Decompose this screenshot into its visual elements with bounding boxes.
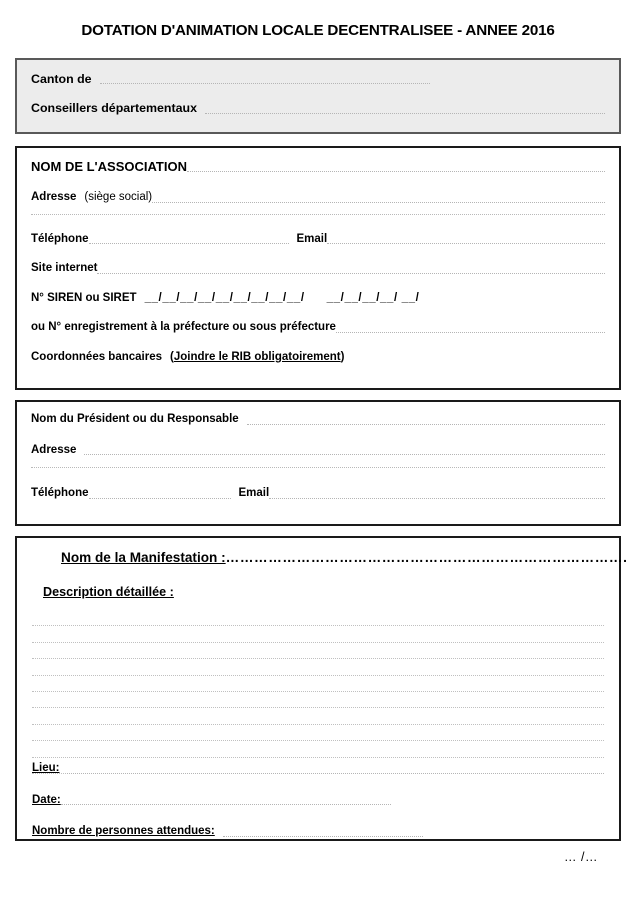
field-siren-siret[interactable] [31,293,605,305]
association-telephone-input-leader[interactable] [89,240,289,244]
nom-president-label: Nom du Président ou du Responsable [31,413,239,425]
siren-boxes-group-1[interactable]: __/__/__/__/__/__/__/__/__/ [144,291,305,304]
association-email-input-leader[interactable] [327,240,605,244]
date-label: Date: [32,793,61,806]
siren-siret-label: N° SIREN ou SIRET [31,291,137,304]
president-telephone-label: Téléphone [31,487,89,499]
field-association-telephone-email[interactable] [31,234,605,246]
field-canton-de[interactable] [31,73,605,85]
description-line[interactable] [32,626,604,642]
field-prefecture-enregistrement[interactable] [31,322,605,334]
president-email-input-leader[interactable] [269,495,605,499]
prefecture-enregistrement-label: ou N° enregistrement à la préfecture ou sous préfecture [31,321,336,333]
nom-manifestation-label: Nom de la Manifestation : [61,550,226,565]
nom-association-input-leader[interactable] [187,168,605,172]
field-site-internet[interactable] [31,263,605,275]
coordonnees-bancaires-label: Coordonnées bancaires [31,350,163,363]
field-nom-manifestation[interactable] [61,550,627,565]
president-telephone-input-leader[interactable] [89,495,231,499]
bank-note-rib: Joindre le RIB obligatoirement [173,350,341,363]
field-conseillers-departementaux[interactable] [31,102,605,114]
association-email-label: Email [296,232,328,245]
association-adresse-note: (siège social) [84,191,153,203]
association-telephone-label: Téléphone [31,232,89,245]
president-adresse-input-leader[interactable] [84,451,605,455]
field-nom-president[interactable] [31,414,605,426]
president-adresse-label: Adresse [31,443,77,456]
lieu-input-leader[interactable] [67,770,604,774]
nom-president-input-leader[interactable] [247,421,605,425]
canton-de-input-leader[interactable] [100,80,430,84]
description-detaillee-label: Description détaillée : [43,585,174,599]
description-line[interactable] [32,708,604,724]
field-association-adresse[interactable] [31,192,605,204]
field-nom-association[interactable] [31,160,605,173]
nombre-personnes-label: Nombre de personnes attendues: [32,825,215,837]
manifestation-bottom-fields [32,763,604,838]
bank-note-paren-open: ( [170,350,174,363]
description-line[interactable] [32,610,604,626]
canton-de-label: Canton de [31,72,92,86]
field-coordonnees-bancaires [31,352,605,364]
site-internet-label: Site internet [31,262,98,274]
lieu-label: Lieu: [32,762,60,774]
siren-boxes-group-2[interactable]: __/__/__/__/ __/ [326,291,420,304]
field-nombre-personnes[interactable] [32,826,604,838]
date-input-leader[interactable] [61,801,391,805]
page-footer-continuation: … /… [564,850,598,864]
description-detaillee-lines[interactable] [32,610,604,774]
association-section-box [15,146,621,390]
field-president-telephone-email[interactable] [31,488,605,500]
nom-manifestation-input-dots[interactable]: …………………………………………………………………………. [225,550,628,565]
association-adresse-input-leader[interactable] [152,199,605,203]
association-adresse-line-2[interactable] [31,214,605,215]
description-line[interactable] [32,725,604,741]
site-internet-input-leader[interactable] [97,270,605,274]
president-section-box [15,400,621,526]
prefecture-enregistrement-input-leader[interactable] [336,329,605,333]
conseillers-departementaux-input-leader[interactable] [205,110,605,114]
page-title: DOTATION D'ANIMATION LOCALE DECENTRALISEE - ANNEE 2016 [81,22,555,39]
field-lieu[interactable] [32,763,604,775]
president-email-label: Email [238,487,270,499]
field-date[interactable] [32,795,604,807]
president-adresse-line-2[interactable] [31,467,605,468]
description-line[interactable] [32,741,604,757]
description-line[interactable] [32,643,604,659]
description-line[interactable] [32,676,604,692]
description-line[interactable] [32,659,604,675]
manifestation-section-box [15,536,628,841]
association-adresse-label: Adresse [31,191,77,203]
description-line[interactable] [32,692,604,708]
conseillers-departementaux-label: Conseillers départementaux [31,101,197,116]
field-president-adresse[interactable] [31,445,605,457]
nom-association-heading: NOM DE L'ASSOCIATION [31,159,187,174]
bank-note-paren-close: ) [340,350,345,363]
nombre-personnes-input-leader[interactable] [223,833,423,837]
canton-section-box [15,58,621,134]
